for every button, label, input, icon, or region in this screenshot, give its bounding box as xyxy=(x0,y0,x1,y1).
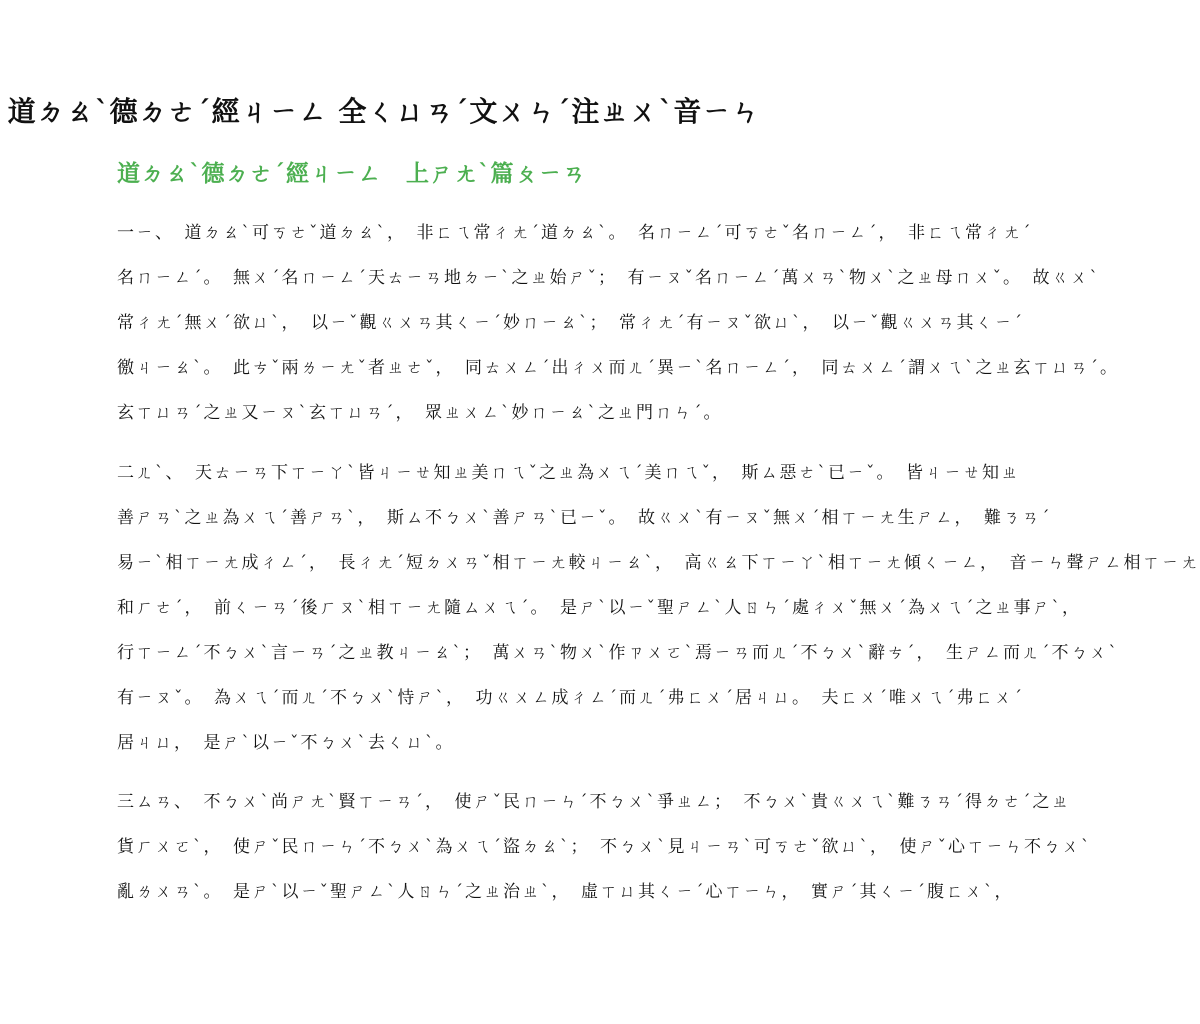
text-line: 亂ㄌㄨㄢˋ。 是ㄕˋ以ㄧˇ聖ㄕㄥˋ人ㄖㄣˊ之ㄓ治ㄓˋ， 虛ㄒㄩ其ㄑㄧˊ心ㄒㄧㄣ， 實ㄕˊ其ㄑㄧˊ腹ㄈㄨˋ， xyxy=(117,882,1014,902)
text-line: 善ㄕㄢˋ之ㄓ為ㄨㄟˊ善ㄕㄢˋ， 斯ㄙ不ㄅㄨˋ善ㄕㄢˋ已ㄧˇ。 故ㄍㄨˋ有ㄧㄡˇ無ㄨˊ相ㄒㄧㄤ生ㄕㄥ， 難ㄋㄢˊ xyxy=(117,508,1052,528)
text-line: 和ㄏㄜˊ， 前ㄑㄧㄢˊ後ㄏㄡˋ相ㄒㄧㄤ隨ㄙㄨㄟˊ。 是ㄕˋ以ㄧˇ聖ㄕㄥˋ人ㄖㄣˊ處ㄔㄨˇ無ㄨˊ為ㄨㄟˊ之ㄓ事ㄕˋ， xyxy=(117,598,1081,618)
text-line: 一ㄧ、 道ㄉㄠˋ可ㄎㄜˇ道ㄉㄠˋ， 非ㄈㄟ常ㄔㄤˊ道ㄉㄠˋ。 名ㄇㄧㄥˊ可ㄎㄜˇ名ㄇㄧㄥˊ， 非ㄈㄟ常ㄔㄤˊ xyxy=(117,223,1033,243)
document-title: 道ㄉㄠˋ德ㄉㄜˊ經ㄐㄧㄥ 全ㄑㄩㄢˊ文ㄨㄣˊ注ㄓㄨˋ音ㄧㄣ xyxy=(7,95,761,128)
text-line: 三ㄙㄢ、 不ㄅㄨˋ尚ㄕㄤˋ賢ㄒㄧㄢˊ， 使ㄕˇ民ㄇㄧㄣˊ不ㄅㄨˋ爭ㄓㄥ； 不ㄅㄨˋ貴ㄍㄨㄟˋ難ㄋㄢˊ得ㄉㄜˊ之ㄓ xyxy=(117,792,1071,812)
text-line: 貨ㄏㄨㄛˋ， 使ㄕˇ民ㄇㄧㄣˊ不ㄅㄨˋ為ㄨㄟˊ盜ㄉㄠˋ； 不ㄅㄨˋ見ㄐㄧㄢˋ可ㄎㄜˇ欲ㄩˋ， 使ㄕˇ心ㄒㄧㄣ不ㄅㄨˋ xyxy=(117,837,1092,857)
chapter-1-paragraph xyxy=(117,218,1119,443)
chapter-2-paragraph xyxy=(117,458,1200,773)
text-line: 常ㄔㄤˊ無ㄨˊ欲ㄩˋ， 以ㄧˇ觀ㄍㄨㄢ其ㄑㄧˊ妙ㄇㄧㄠˋ； 常ㄔㄤˊ有ㄧㄡˇ欲ㄩˋ， 以ㄧˇ觀ㄍㄨㄢ其ㄑㄧˊ xyxy=(117,313,1024,333)
text-line: 居ㄐㄩ， 是ㄕˋ以ㄧˇ不ㄅㄨˋ去ㄑㄩˋ。 xyxy=(117,733,455,753)
text-line: 有ㄧㄡˇ。 為ㄨㄟˊ而ㄦˊ不ㄅㄨˋ恃ㄕˋ， 功ㄍㄨㄥ成ㄔㄥˊ而ㄦˊ弗ㄈㄨˊ居ㄐㄩ。 夫ㄈㄨˊ唯ㄨㄟˊ弗ㄈㄨˊ xyxy=(117,688,1024,708)
text-line: 二ㄦˋ、 天ㄊㄧㄢ下ㄒㄧㄚˋ皆ㄐㄧㄝ知ㄓ美ㄇㄟˇ之ㄓ為ㄨㄟˊ美ㄇㄟˇ， 斯ㄙ惡ㄜˋ已ㄧˇ。 皆ㄐㄧㄝ知ㄓ xyxy=(117,463,1020,483)
text-line: 玄ㄒㄩㄢˊ之ㄓ又ㄧㄡˋ玄ㄒㄩㄢˊ， 眾ㄓㄨㄥˋ妙ㄇㄧㄠˋ之ㄓ門ㄇㄣˊ。 xyxy=(117,403,723,423)
chapter-3-paragraph xyxy=(117,787,1092,922)
text-line: 徼ㄐㄧㄠˋ。 此ㄘˇ兩ㄌㄧㄤˇ者ㄓㄜˇ， 同ㄊㄨㄥˊ出ㄔㄨ而ㄦˊ異ㄧˋ名ㄇㄧㄥˊ， 同ㄊㄨㄥˊ謂ㄨㄟˋ之ㄓ玄ㄒㄩㄢˊ。 xyxy=(117,358,1119,378)
text-line: 易ㄧˋ相ㄒㄧㄤ成ㄔㄥˊ， 長ㄔㄤˊ短ㄉㄨㄢˇ相ㄒㄧㄤ較ㄐㄧㄠˋ， 高ㄍㄠ下ㄒㄧㄚˋ相ㄒㄧㄤ傾ㄑㄧㄥ， 音ㄧㄣ聲ㄕㄥ相ㄒㄧㄤ xyxy=(117,553,1200,573)
text-line: 名ㄇㄧㄥˊ。 無ㄨˊ名ㄇㄧㄥˊ天ㄊㄧㄢ地ㄉㄧˋ之ㄓ始ㄕˇ； 有ㄧㄡˇ名ㄇㄧㄥˊ萬ㄨㄢˋ物ㄨˋ之ㄓ母ㄇㄨˇ。 故ㄍㄨˋ xyxy=(117,268,1100,288)
text-line: 行ㄒㄧㄥˊ不ㄅㄨˋ言ㄧㄢˊ之ㄓ教ㄐㄧㄠˋ； 萬ㄨㄢˋ物ㄨˋ作ㄗㄨㄛˋ焉ㄧㄢ而ㄦˊ不ㄅㄨˋ辭ㄘˊ， 生ㄕㄥ而ㄦˊ不ㄅㄨˋ xyxy=(117,643,1119,663)
section-heading: 道ㄉㄠˋ德ㄉㄜˊ經ㄐㄧㄥ 上ㄕㄤˋ篇ㄆㄧㄢ xyxy=(117,160,587,187)
